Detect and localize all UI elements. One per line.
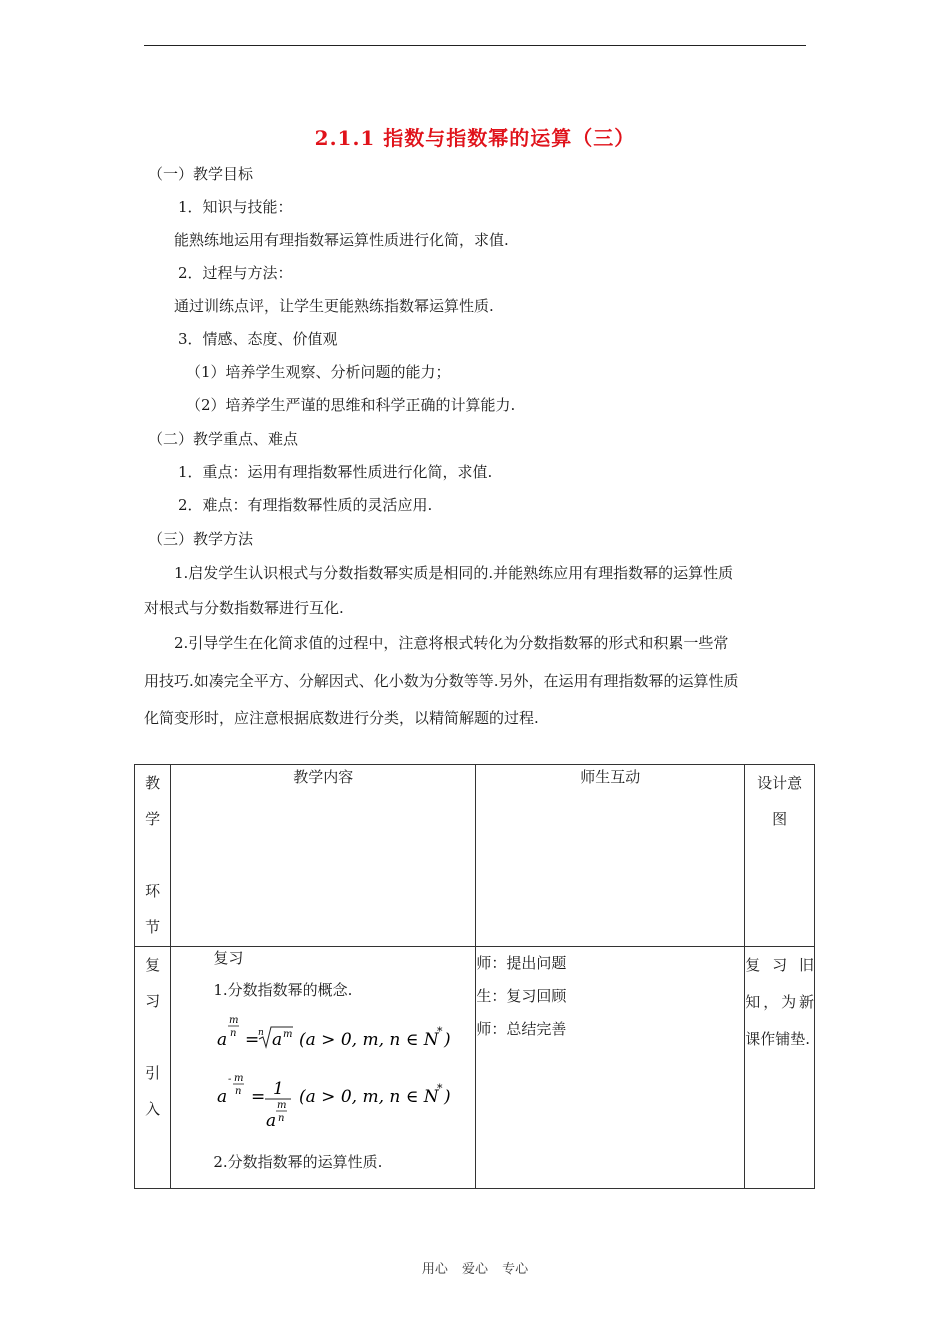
row-content-cell — [171, 947, 476, 1189]
review-item-1: 1.分数指数幂的概念. — [213, 981, 353, 999]
row-interaction-cell — [476, 947, 745, 1189]
section-methods-heading: （三）教学方法 — [148, 530, 254, 548]
header-interaction: 师生互动 — [476, 765, 745, 947]
svg-text:): ) — [444, 1087, 451, 1107]
svg-text:(a > 0, m, n ∈ N: (a > 0, m, n ∈ N — [299, 1087, 439, 1107]
header-stage-char: 节 — [145, 918, 161, 936]
header-stage-char: 环 — [145, 882, 161, 900]
interaction-line: 师：提出问题 — [476, 954, 567, 972]
knowledge-heading: 1．知识与技能： — [178, 198, 293, 216]
process-text: 通过训练点评，让学生更能熟练指数幂运算性质. — [174, 297, 494, 315]
svg-text:=: = — [245, 1030, 260, 1050]
svg-text:=: = — [251, 1087, 266, 1107]
method-1-line-1: 1.启发学生认识根式与分数指数幂实质是相同的.并能熟练应用有理指数幂的运算性质 — [174, 564, 734, 582]
method-2-line-2: 用技巧.如凑完全平方、分解因式、化小数为分数等等.另外，在运用有理指数幂的运算性质 — [144, 672, 739, 690]
table-row-review — [135, 947, 815, 1189]
review-item-2: 2.分数指数幂的运算性质. — [213, 1153, 383, 1171]
svg-text:n: n — [258, 1028, 265, 1038]
header-stage-char — [135, 837, 170, 873]
header-stage-cell — [135, 765, 171, 947]
svg-text:m: m — [229, 1015, 239, 1026]
section-keypoints-heading: （二）教学重点、难点 — [148, 430, 299, 448]
row-stage-char: 引 — [145, 1064, 161, 1082]
svg-text:n: n — [230, 1028, 237, 1039]
method-2-line-1: 2.引导学生在化简求值的过程中，注意将根式转化为分数指数幂的形式和积累一些常 — [174, 634, 729, 652]
row-stage-cell — [135, 947, 171, 1189]
svg-text:m: m — [283, 1029, 293, 1040]
header-design-line: 设计意 — [757, 774, 803, 792]
header-content: 教学内容 — [171, 765, 476, 947]
header-stage-char: 教 — [145, 774, 161, 792]
review-label: 复习 — [213, 949, 244, 967]
svg-text:): ) — [444, 1030, 451, 1050]
row-stage-char: 复 — [145, 956, 161, 974]
formula-2-svg — [215, 1072, 475, 1136]
method-1-line-2: 对根式与分数指数幂进行互化. — [144, 599, 344, 617]
process-heading: 2．过程与方法： — [178, 264, 293, 282]
row-stage-char: 入 — [145, 1100, 161, 1118]
header-design-cell — [745, 765, 815, 947]
svg-text:-: - — [228, 1074, 232, 1085]
header-design-line: 图 — [772, 810, 788, 828]
svg-text:*: * — [437, 1082, 443, 1095]
formula-1-svg — [215, 1011, 475, 1059]
header-rule — [144, 45, 806, 46]
svg-text:1: 1 — [273, 1079, 285, 1099]
table-header-row — [135, 765, 815, 947]
svg-text:n: n — [278, 1113, 285, 1124]
section-objectives-heading: （一）教学目标 — [148, 165, 254, 183]
emotion-item-2: （2）培养学生严谨的思维和科学正确的计算能力. — [186, 396, 516, 414]
lesson-plan-table — [134, 764, 815, 1189]
svg-text:m: m — [277, 1100, 287, 1111]
page-title: 2.1.1 指数与指数幂的运算（三） — [314, 126, 636, 150]
key-point-2: 2．难点：有理指数幂性质的灵活应用. — [178, 496, 433, 514]
row-design-cell: 复习旧知，为新课作铺垫. — [745, 947, 815, 1189]
knowledge-text: 能熟练地运用有理指数幂运算性质进行化简，求值. — [174, 231, 509, 249]
key-point-1: 1．重点：运用有理指数幂性质进行化简，求值. — [178, 463, 493, 481]
method-2-line-3: 化简变形时，应注意根据底数进行分类，以精简解题的过程. — [144, 709, 539, 727]
svg-text:a: a — [266, 1111, 277, 1131]
formula-negative-exponent — [215, 1072, 475, 1141]
svg-text:a: a — [272, 1030, 283, 1050]
svg-text:(a > 0, m, n ∈ N: (a > 0, m, n ∈ N — [299, 1030, 439, 1050]
emotion-item-1: （1）培养学生观察、分析问题的能力； — [186, 363, 451, 381]
emotion-heading: 3．情感、态度、价值观 — [178, 330, 338, 348]
svg-text:n: n — [235, 1086, 242, 1097]
svg-text:*: * — [437, 1025, 443, 1038]
formula-positive-exponent — [215, 1011, 475, 1064]
svg-text:a: a — [217, 1030, 228, 1050]
svg-text:m: m — [234, 1073, 244, 1084]
row-stage-char — [135, 1019, 170, 1055]
row-stage-char: 习 — [145, 992, 161, 1010]
header-stage-char: 学 — [145, 810, 161, 828]
interaction-line: 生：复习回顾 — [476, 987, 567, 1005]
svg-text:a: a — [217, 1087, 228, 1107]
interaction-line: 师：总结完善 — [476, 1020, 567, 1038]
page-footer: 用心 爱心 专心 — [421, 1262, 529, 1277]
